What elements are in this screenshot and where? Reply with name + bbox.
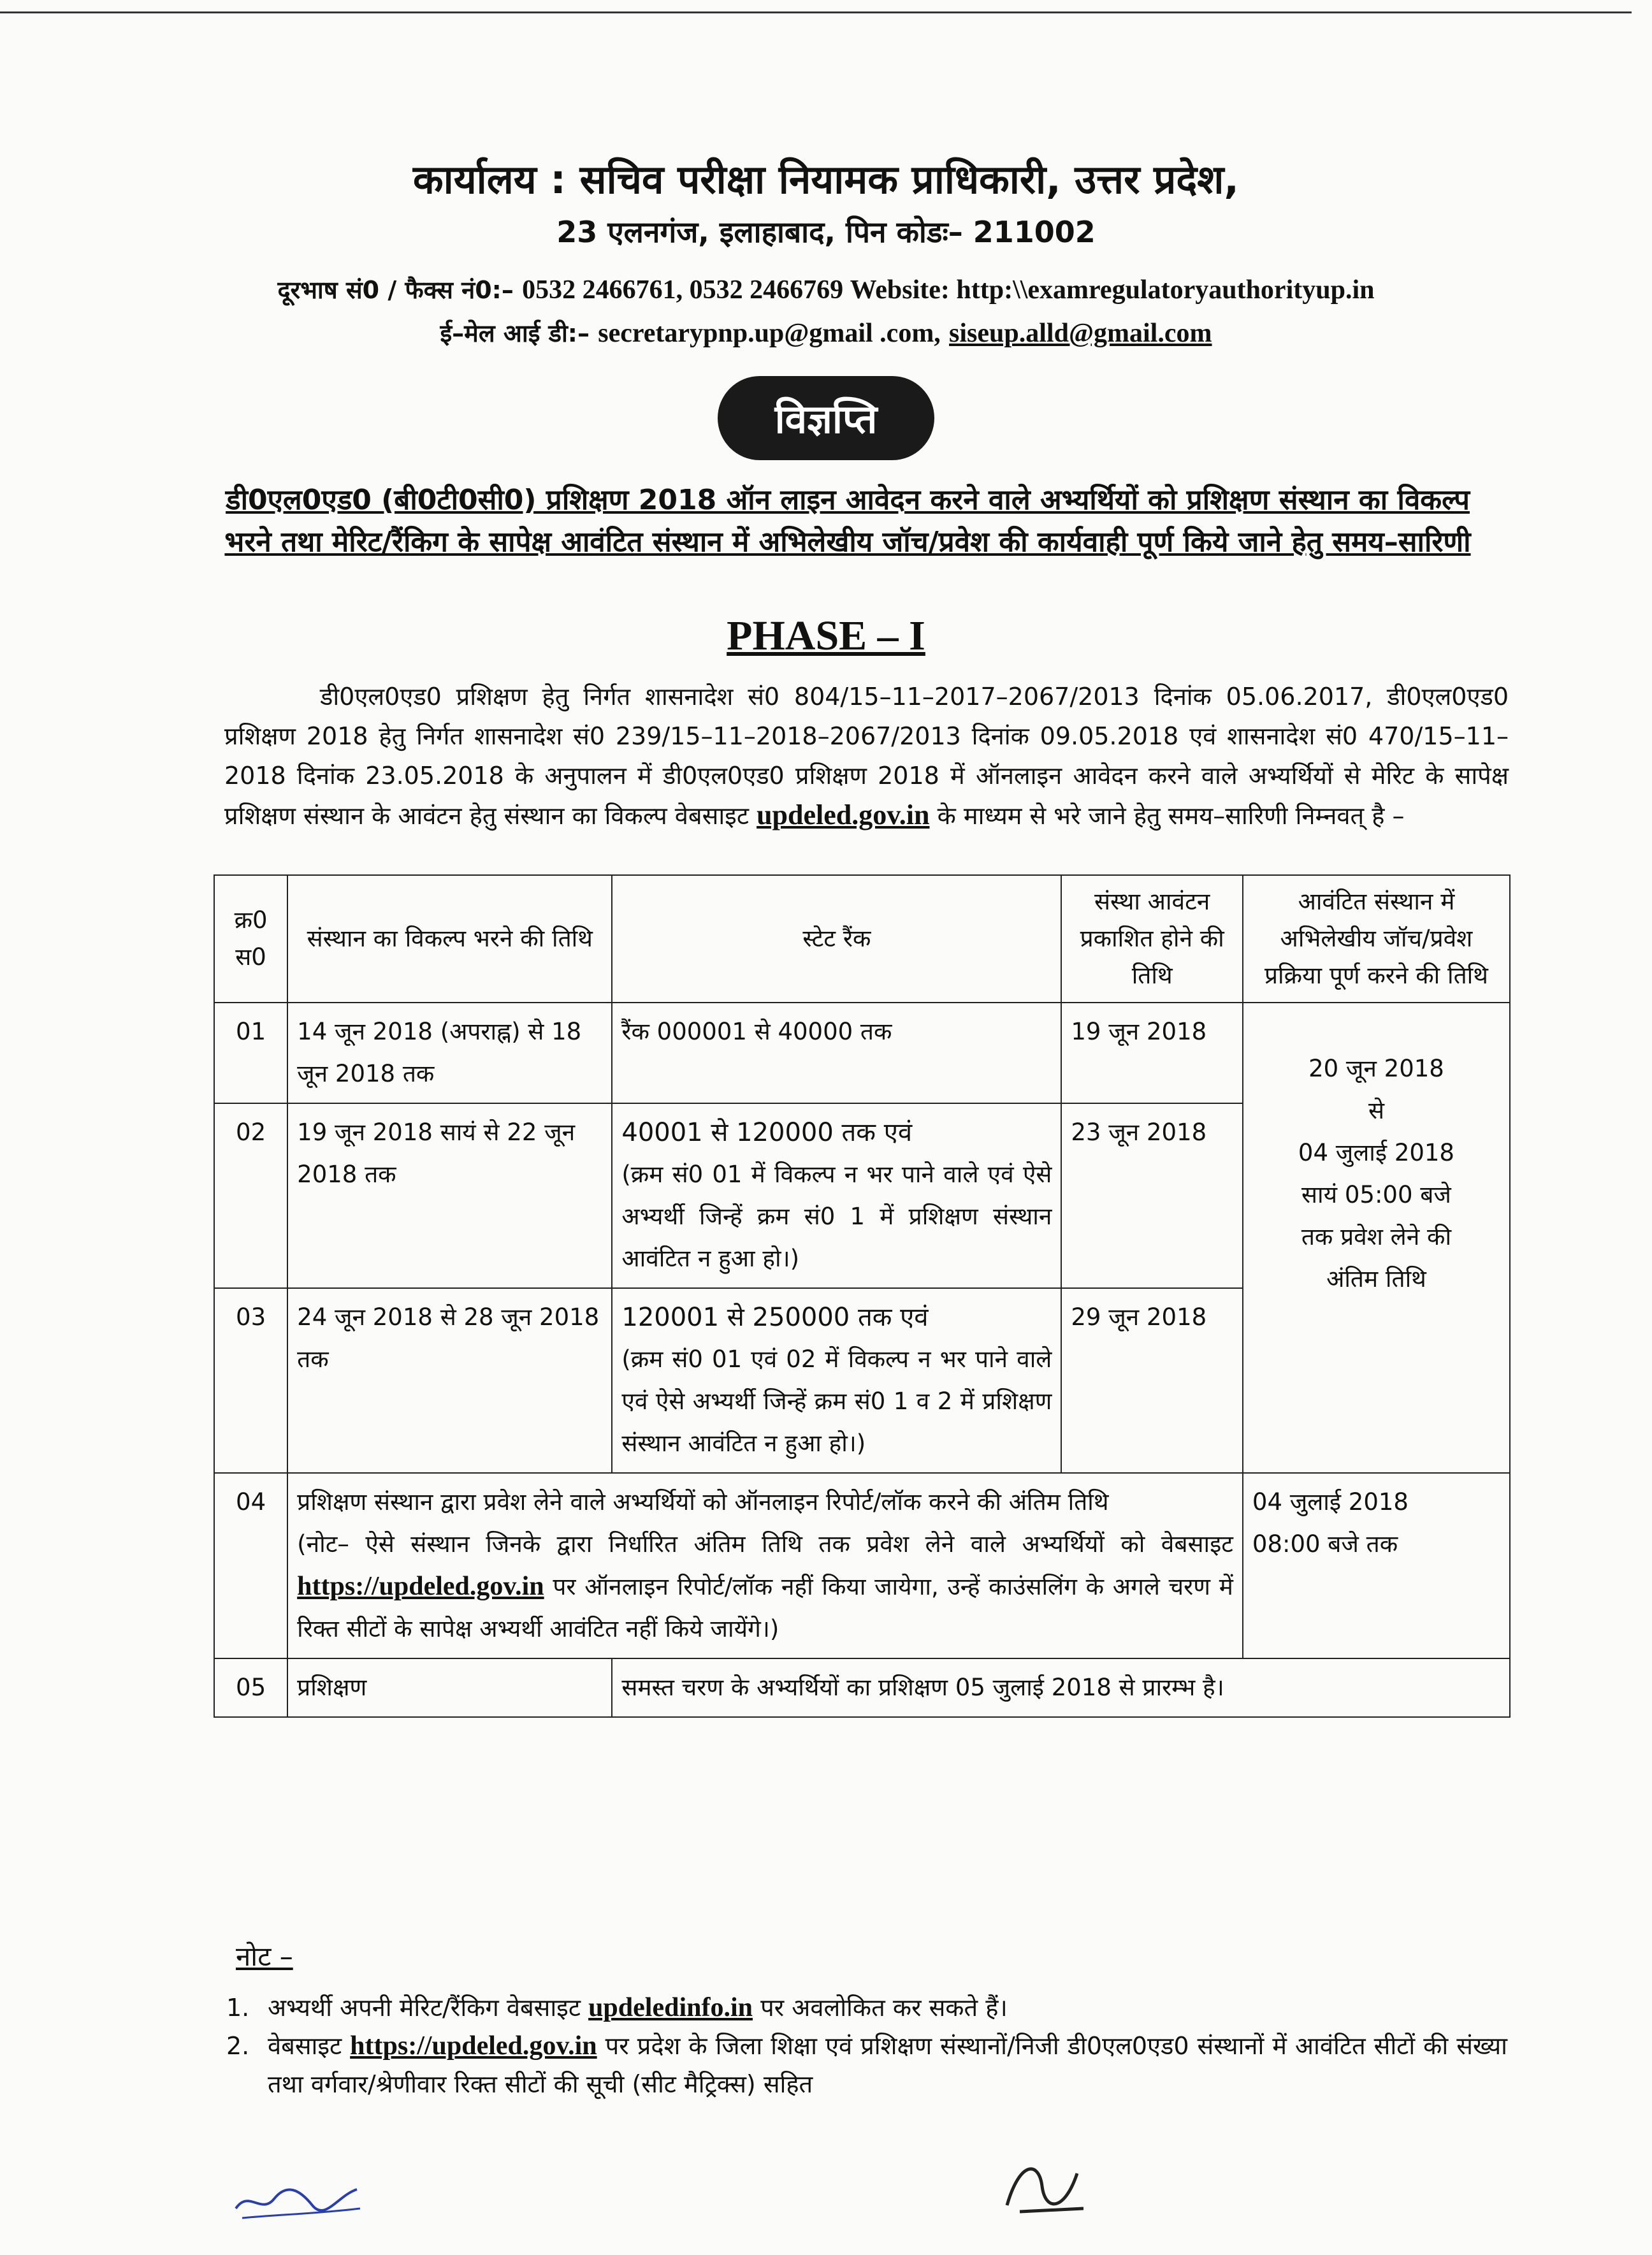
- phone-numbers: 0532 2466761, 0532 2466769 Website: http:\\examregulatoryauthorityup.in: [522, 275, 1375, 305]
- row-rank: [612, 1003, 1061, 1103]
- notes-list: [226, 1989, 1507, 2103]
- row-no: 04: [214, 1473, 287, 1658]
- notes-heading-text: नोट –: [236, 1941, 293, 1972]
- row-rank: [612, 1103, 1061, 1288]
- header-option-date: संस्थान का विकल्प भरने की तिथि: [287, 875, 612, 1003]
- admission-line: सायं 05:00 बजे: [1301, 1181, 1451, 1208]
- row-no: 02: [214, 1103, 287, 1288]
- table-row: [214, 1473, 1510, 1658]
- note-text: [268, 2027, 1507, 2103]
- top-rule: [0, 11, 1632, 13]
- header-sno: क्र0 स0: [214, 875, 287, 1003]
- subject: डी0एल0एड0 (बी0टी0सी0) प्रशिक्षण 2018 ऑन लाइन आवेदन करने वाले अभ्यर्थियों को प्रशिक्षण संस्थान का विकल्प भरने तथा मेरिट/रैंकिग के सापेक्ष आवंटित संस्थान में अभिलेखीय जॉच/प्रवेश की कार्यवाही पूर्ण किये जाने हेतु समय–सारिणी: [224, 484, 1471, 558]
- note-pre: वेबसाइट: [268, 2032, 351, 2060]
- officer-signature: [994, 2148, 1096, 2224]
- schedule-table: [214, 874, 1511, 1718]
- row-date: 14 जून 2018 (अपराह्न) से 18 जून 2018 तक: [287, 1003, 612, 1103]
- row-publish: 23 जून 2018: [1061, 1103, 1243, 1288]
- row-date: 24 जून 2018 से 28 जून 2018 तक: [287, 1288, 612, 1473]
- header-admission-date: आवंटित संस्थान में अभिलेखीय जॉच/प्रवेश प्रक्रिया पूर्ण करने की तिथि: [1243, 875, 1510, 1003]
- intro-paragraph: [224, 677, 1509, 836]
- admission-line: 04 जुलाई 2018: [1298, 1139, 1454, 1166]
- row5-text: समस्त चरण के अभ्यर्थियों का प्रशिक्षण 05 जुलाई 2018 से प्रारम्भ है।: [612, 1658, 1510, 1717]
- row4-note-post: पर ऑनलाइन रिपोर्ट/लॉक नहीं किया जायेगा, उन्हें काउंसलिंग के अगले चरण में रिक्त सीटों के सापेक्ष अभ्यर्थी आवंटित नहीं किये जायेंगे।): [297, 1573, 1233, 1642]
- list-item: [226, 1989, 1507, 2027]
- note-num: 2.: [226, 2032, 250, 2060]
- email-2: siseup.alld@gmail.com: [949, 319, 1212, 348]
- note-url: updeledinfo.in: [588, 1993, 753, 2022]
- admission-line: तक प्रवेश लेने की: [1301, 1223, 1452, 1251]
- row-publish: 19 जून 2018: [1061, 1003, 1243, 1103]
- admission-line: से: [1368, 1097, 1384, 1124]
- row-no: 05: [214, 1658, 287, 1717]
- header-state-rank: स्टेट रैंक: [612, 875, 1061, 1003]
- email-1: secretarypnp.up@gmail .com,: [598, 319, 941, 348]
- row4-note-url: https://updeled.gov.in: [297, 1572, 544, 1601]
- rank-range: 120001 से 250000 तक एवं: [621, 1303, 929, 1332]
- row-publish: 29 जून 2018: [1061, 1288, 1243, 1473]
- row4-line1: प्रशिक्षण संस्थान द्वारा प्रवेश लेने वाले अभ्यर्थियों को ऑनलाइन रिपोर्ट/लॉक करने की अंतिम तिथि: [297, 1488, 1109, 1516]
- rank-range: रैंक 000001 से 40000 तक: [621, 1018, 892, 1045]
- note-url: https://updeled.gov.in: [350, 2031, 597, 2061]
- note-pre: अभ्यर्थी अपनी मेरिट/रैंकिग वेबसाइट: [268, 1994, 589, 2022]
- intro-website: updeled.gov.in: [757, 799, 930, 830]
- badge-wrap: [0, 376, 1652, 460]
- email-line: [0, 316, 1652, 349]
- notice-badge: विज्ञप्ति: [718, 376, 935, 460]
- row4-deadline: [1243, 1473, 1510, 1658]
- row4-note: [297, 1523, 1233, 1650]
- phase-title: PHASE – I: [727, 613, 925, 659]
- row-no: 03: [214, 1288, 287, 1473]
- intro-tail: के माध्यम से भरे जाने हेतु समय–सारिणी निम्नवत् है –: [929, 802, 1405, 830]
- admission-line: 20 जून 2018: [1308, 1055, 1444, 1082]
- note-num: 1.: [226, 1994, 250, 2022]
- row-no: 01: [214, 1003, 287, 1103]
- rank-range: 40001 से 120000 तक एवं: [621, 1118, 913, 1147]
- deadline-time: 08:00 बजे तक: [1252, 1530, 1398, 1558]
- contact-line: [0, 273, 1652, 306]
- row4-note-pre: (नोट– ऐसे संस्थान जिनके द्वारा निर्धारित अंतिम तिथि तक प्रवेश लेने वाले अभ्यर्थियों को वेबसाइट: [297, 1530, 1233, 1558]
- intro-text: डी0एल0एड0 प्रशिक्षण हेतु निर्गत शासनादेश सं0 804/15–11–2017–2067/2013 दिनांक 05.06.2017, डी0एल0एड0 प्रशिक्षण 2018 हेतु निर्गत शासनादेश सं0 239/15–11–2018–2067/2013 दिनांक 09.05.2018 एवं शासनादेश सं0 470/15–11–2018 दिनांक 23.05.2018 के अनुपालन में डी0एल0एड0 प्रशिक्षण 2018 में ऑनलाइन आवेदन करने वाले अभ्यर्थियों से मेरिट के सापेक्ष प्रशिक्षण संस्थान के आवंटन हेतु संस्थान का विकल्प वेबसाइट: [224, 683, 1509, 830]
- notes-heading: [236, 1938, 293, 1974]
- table-header-row: [214, 875, 1510, 1003]
- table-row: [214, 1658, 1510, 1717]
- initials-signature: [229, 2170, 370, 2228]
- office-title: कार्यालय : सचिव परीक्षा नियामक प्राधिकारी, उत्तर प्रदेश,: [413, 156, 1239, 203]
- row-date: 19 जून 2018 सायं से 22 जून 2018 तक: [287, 1103, 612, 1288]
- admission-period: [1243, 1003, 1510, 1473]
- email-label: ई–मेल आई डी:–: [440, 319, 598, 347]
- admission-line: अंतिम तिथि: [1326, 1265, 1426, 1293]
- row5-label: प्रशिक्षण: [287, 1658, 612, 1717]
- note-text: [268, 1989, 1507, 2027]
- header-publish-date: संस्था आवंटन प्रकाशित होने की तिथि: [1061, 875, 1243, 1003]
- rank-note: (क्रम सं0 01 में विकल्प न भर पाने वाले एवं ऐसे अभ्यर्थी जिन्हें क्रम सं0 1 में प्रशिक्षण संस्थान आवंटित न हुआ हो।): [621, 1161, 1052, 1272]
- table-row: [214, 1003, 1510, 1103]
- note-post: पर प्रदेश के जिला शिक्षा एवं प्रशिक्षण संस्थानों/निजी डी0एल0एड0 संस्थानों में आवंटित सीटों की संख्या तथा वर्गवार/श्रेणीवार रिक्त सीटों की सूची (सीट मैट्रिक्स) सहित: [268, 2032, 1507, 2098]
- office-address: 23 एलनगंज, इलाहाबाद, पिन कोडः– 211002: [556, 215, 1096, 249]
- row4-text: [287, 1473, 1243, 1658]
- deadline-date: 04 जुलाई 2018: [1252, 1488, 1409, 1516]
- list-item: [226, 2027, 1507, 2103]
- rank-note: (क्रम सं0 01 एवं 02 में विकल्प न भर पाने वाले एवं ऐसे अभ्यर्थी जिन्हें क्रम सं0 1 व 2 में प्रशिक्षण संस्थान आवंटित न हुआ हो।): [621, 1345, 1052, 1457]
- note-post: पर अवलोकित कर सकते हैं।: [753, 1994, 1008, 2022]
- phone-label: दूरभाष सं0 / फैक्स नं0:–: [277, 276, 523, 304]
- row-rank: [612, 1288, 1061, 1473]
